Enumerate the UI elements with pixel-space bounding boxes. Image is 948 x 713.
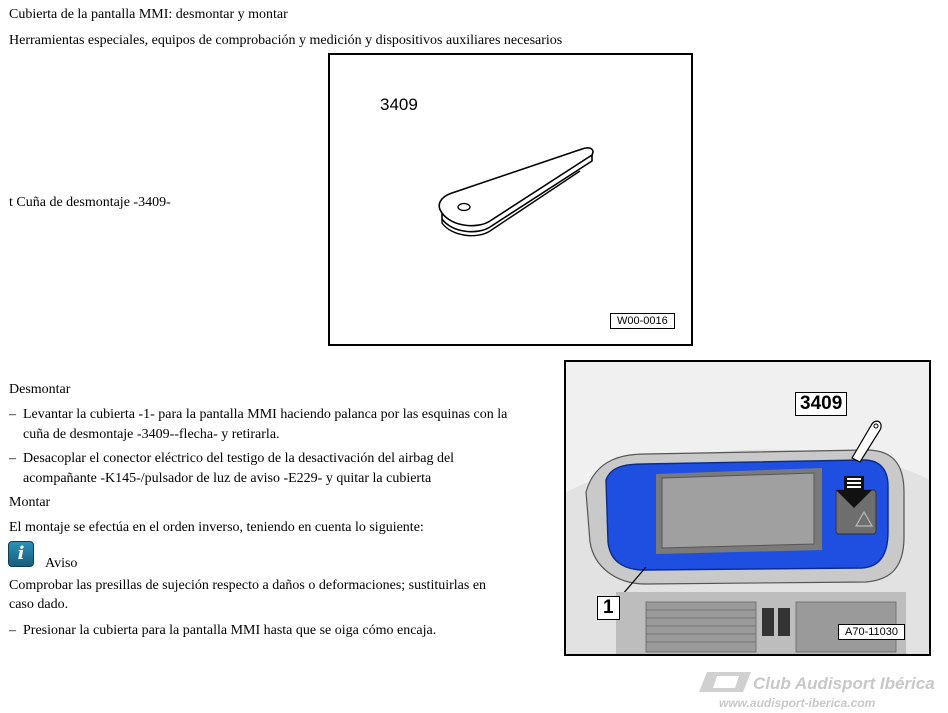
note-text-line-2: caso dado. xyxy=(9,597,69,612)
page-title: Cubierta de la pantalla MMI: desmontar y montar xyxy=(9,7,288,22)
note-label: Aviso xyxy=(45,556,78,571)
dash-marker: – xyxy=(9,407,16,422)
dash-marker: – xyxy=(9,623,16,638)
removal-heading: Desmontar xyxy=(9,382,71,397)
figure-code: W00-0016 xyxy=(610,313,675,329)
removal-step-1-line-2: cuña de desmontaje -3409--flecha- y retirarla. xyxy=(23,427,280,442)
club-logo-icon xyxy=(699,672,751,696)
assembly-heading: Montar xyxy=(9,495,51,510)
dashboard-figure xyxy=(564,360,931,656)
tool-figure xyxy=(328,53,693,346)
removal-step-2-line-2: acompañante -K145-/pulsador de luz de aviso -E229- y quitar la cubierta xyxy=(23,471,432,486)
callout-tool: 3409 xyxy=(795,392,847,416)
figure-code: A70-11030 xyxy=(838,624,905,640)
removal-step-1-line-1: Levantar la cubierta -1- para la pantalla MMI haciendo palanca por las esquinas con la xyxy=(23,407,508,422)
removal-step-2-line-1: Desacoplar el conector eléctrico del testigo de la desactivación del airbag del xyxy=(23,451,455,466)
tool-item: t Cuña de desmontaje -3409- xyxy=(9,195,171,210)
watermark-url: www.audisport-iberica.com xyxy=(719,696,876,710)
dash-marker: – xyxy=(9,451,16,466)
info-icon: i xyxy=(8,541,34,567)
watermark xyxy=(699,670,945,710)
tool-number-label: 3409 xyxy=(380,95,418,114)
dashboard-drawing xyxy=(566,362,931,656)
assembly-intro: El montaje se efectúa en el orden inverso, teniendo en cuenta lo siguiente: xyxy=(9,520,424,535)
tools-heading: Herramientas especiales, equipos de comprobación y medición y dispositivos auxiliares necesarios xyxy=(9,33,563,48)
callout-part-1: 1 xyxy=(597,596,620,620)
watermark-name: Club Audisport Ibérica xyxy=(753,674,935,693)
assembly-step: Presionar la cubierta para la pantalla MMI hasta que se oiga cómo encaja. xyxy=(23,623,437,638)
wedge-tool-drawing xyxy=(430,135,610,255)
note-text-line-1: Comprobar las presillas de sujeción respecto a daños o deformaciones; sustituirlas en xyxy=(9,578,487,593)
